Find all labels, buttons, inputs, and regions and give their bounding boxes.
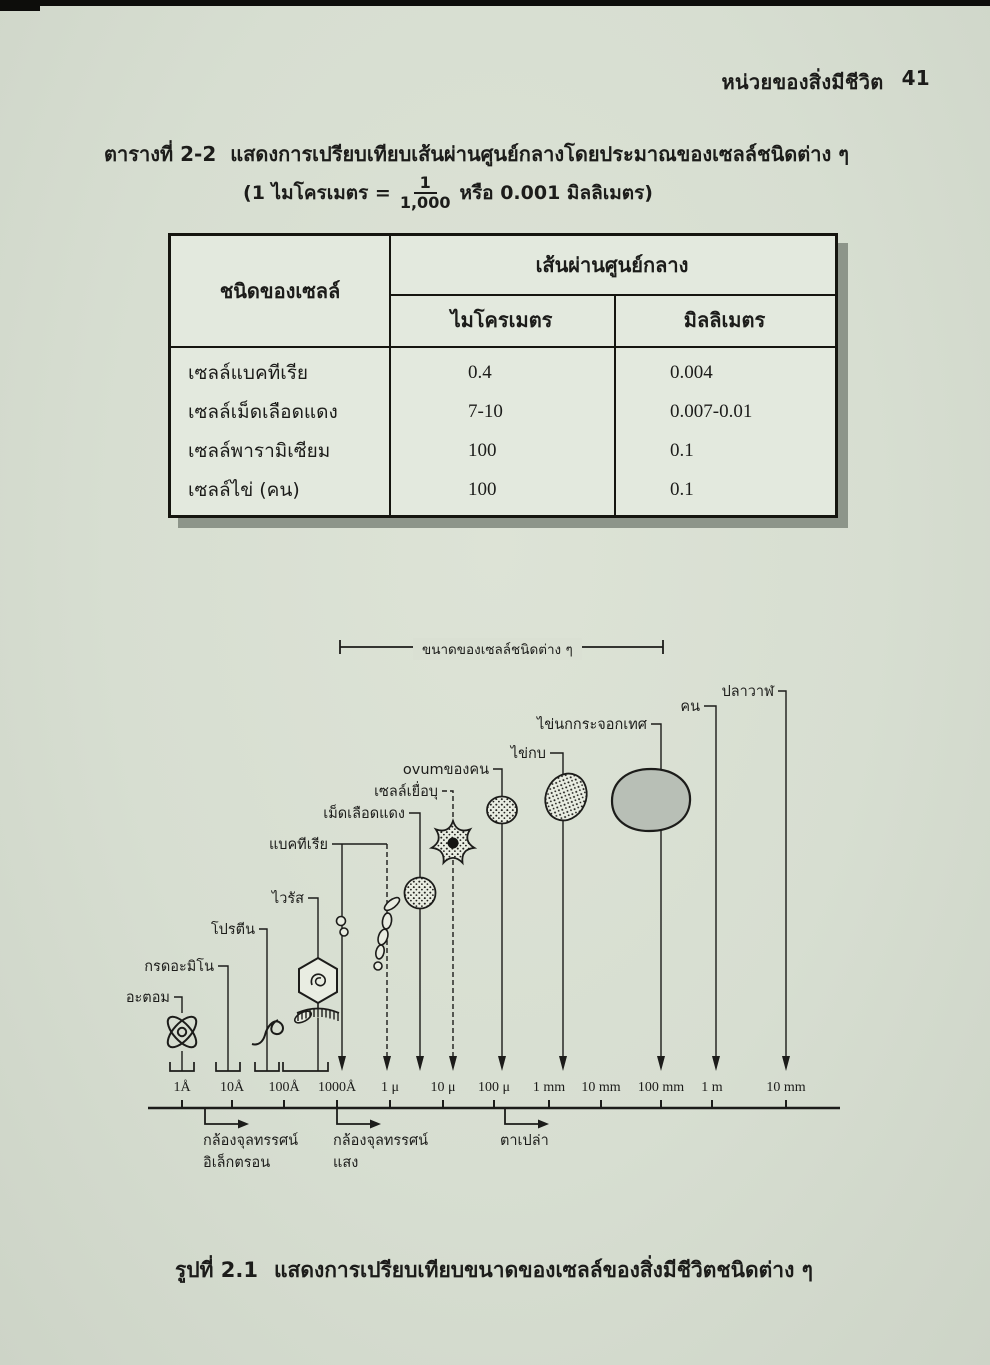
col-header-diameter: เส้นผ่านศูนย์กลาง xyxy=(535,253,689,277)
virus-drawing xyxy=(297,958,339,1021)
table-number: ตารางที่ 2-2 xyxy=(104,142,217,166)
whale-line xyxy=(778,691,786,1057)
amino-acid-line xyxy=(218,966,228,1071)
human-ovum-drawing xyxy=(487,797,517,824)
label-virus: ไวรัส xyxy=(271,891,304,907)
tick-1m: 1 m xyxy=(701,1080,723,1095)
tick-1000A: 1000Å xyxy=(317,1080,357,1095)
cell-name: เซลล์เม็ดเลือดแดง xyxy=(188,401,338,424)
figure-caption-text: แสดงการเปรียบเทียบขนาดของเซลล์ของสิ่งมีชีวิตชนิดต่าง ๆ xyxy=(273,1258,813,1282)
label-electron-microscope xyxy=(203,1130,298,1175)
tick-10m: 10 mm xyxy=(766,1080,806,1095)
col-header-micrometer: ไมโครเมตร xyxy=(450,308,553,332)
scope-label-line: ตาเปล่า xyxy=(500,1133,549,1149)
label-light-microscope xyxy=(333,1130,428,1175)
figure-number: รูปที่ 2.1 xyxy=(175,1258,258,1282)
epithelial-cell-drawing xyxy=(432,821,475,863)
cell-millimeter: 0.004 xyxy=(670,362,713,384)
tick-100u: 100 μ xyxy=(477,1080,511,1095)
cell-millimeter: 0.007-0.01 xyxy=(670,401,753,423)
figure-caption xyxy=(175,1254,813,1287)
label-whale: ปลาวาฬ xyxy=(721,684,774,700)
cell-micrometer: 0.4 xyxy=(468,362,492,384)
scope-label-line: กล้องจุลทรรศน์ xyxy=(333,1133,429,1149)
label-naked-eye xyxy=(500,1130,549,1152)
scope-label-line: กล้องจุลทรรศน์ xyxy=(203,1133,299,1149)
protein-line xyxy=(259,929,267,1071)
atom-drawing xyxy=(163,1012,201,1052)
label-atom: อะตอม xyxy=(125,990,170,1006)
tick-1mm: 1 mm xyxy=(532,1080,566,1095)
table-title-text: แสดงการเปรียบเทียบเส้นผ่านศูนย์กลางโดยประมาณของเซลล์ชนิดต่าง ๆ xyxy=(230,142,849,166)
label-amino-acid: กรดอะมิโน xyxy=(144,959,214,975)
header-title: หน่วยของสิ่งมีชีวิต xyxy=(721,70,884,94)
subtitle-suffix: หรือ 0.001 มิลลิเมตร) xyxy=(459,182,653,204)
cell-millimeter: 0.1 xyxy=(670,478,694,500)
label-frog-egg: ไข่กบ xyxy=(510,746,546,762)
tick-100mm: 100 mm xyxy=(637,1080,685,1095)
label-epithelial-cell: เซลล์เยื่อบุ xyxy=(374,784,438,800)
fraction-denominator: 1,000 xyxy=(399,193,451,212)
tick-10A: 10Å xyxy=(219,1080,245,1095)
size-bracket-label: ขนาดของเซลล์ชนิดต่าง ๆ xyxy=(413,638,582,660)
scope-label-line: แสง xyxy=(333,1155,359,1172)
tick-100A: 100Å xyxy=(268,1080,300,1095)
down-arrowheads xyxy=(338,1056,790,1071)
label-ostrich-egg: ไข่นกกระจอกเทศ xyxy=(537,717,647,733)
label-bacteria: แบคทีเรีย xyxy=(268,837,328,853)
cell-micrometer: 100 xyxy=(468,439,497,461)
col-header-cell-type: ชนิดของเซลล์ xyxy=(219,279,341,303)
red-blood-cell-line xyxy=(409,813,420,1057)
label-red-blood-cell: เม็ดเลือดแดง xyxy=(323,806,405,822)
hook-arrowheads xyxy=(238,1120,549,1129)
cell-micrometer: 7-10 xyxy=(468,401,503,423)
label-human-ovum: ovumของคน xyxy=(402,762,489,778)
cell-name: เซลล์พารามิเซียม xyxy=(188,439,331,462)
page-number: 41 xyxy=(901,66,930,90)
frog-egg-drawing xyxy=(538,767,594,827)
bacteria-drawing xyxy=(337,895,402,970)
fraction-numerator: 1 xyxy=(414,174,437,194)
tick-10mm: 10 mm xyxy=(581,1080,621,1095)
tick-1A: 1Å xyxy=(173,1080,191,1095)
tick-10u: 10 μ xyxy=(430,1080,456,1095)
red-blood-cell-drawing xyxy=(405,878,436,909)
ostrich-egg-drawing xyxy=(612,769,690,831)
cell-micrometer: 100 xyxy=(468,478,497,500)
label-human: คน xyxy=(680,699,700,715)
cell-name: เซลล์ไข่ (คน) xyxy=(188,478,300,501)
cell-millimeter: 0.1 xyxy=(670,439,694,461)
scale-axis xyxy=(148,1100,840,1124)
subtitle-prefix: (1 ไมโครเมตร = xyxy=(243,182,391,204)
range-brackets xyxy=(170,1062,328,1071)
label-protein: โปรตีน xyxy=(210,922,255,938)
scope-label-line: อิเล็กตรอน xyxy=(203,1155,271,1172)
cell-name: เซลล์แบคทีเรีย xyxy=(188,362,309,385)
col-header-millimeter: มิลลิเมตร xyxy=(683,308,766,332)
tick-1u: 1 μ xyxy=(380,1080,400,1095)
human-line xyxy=(704,706,716,1057)
